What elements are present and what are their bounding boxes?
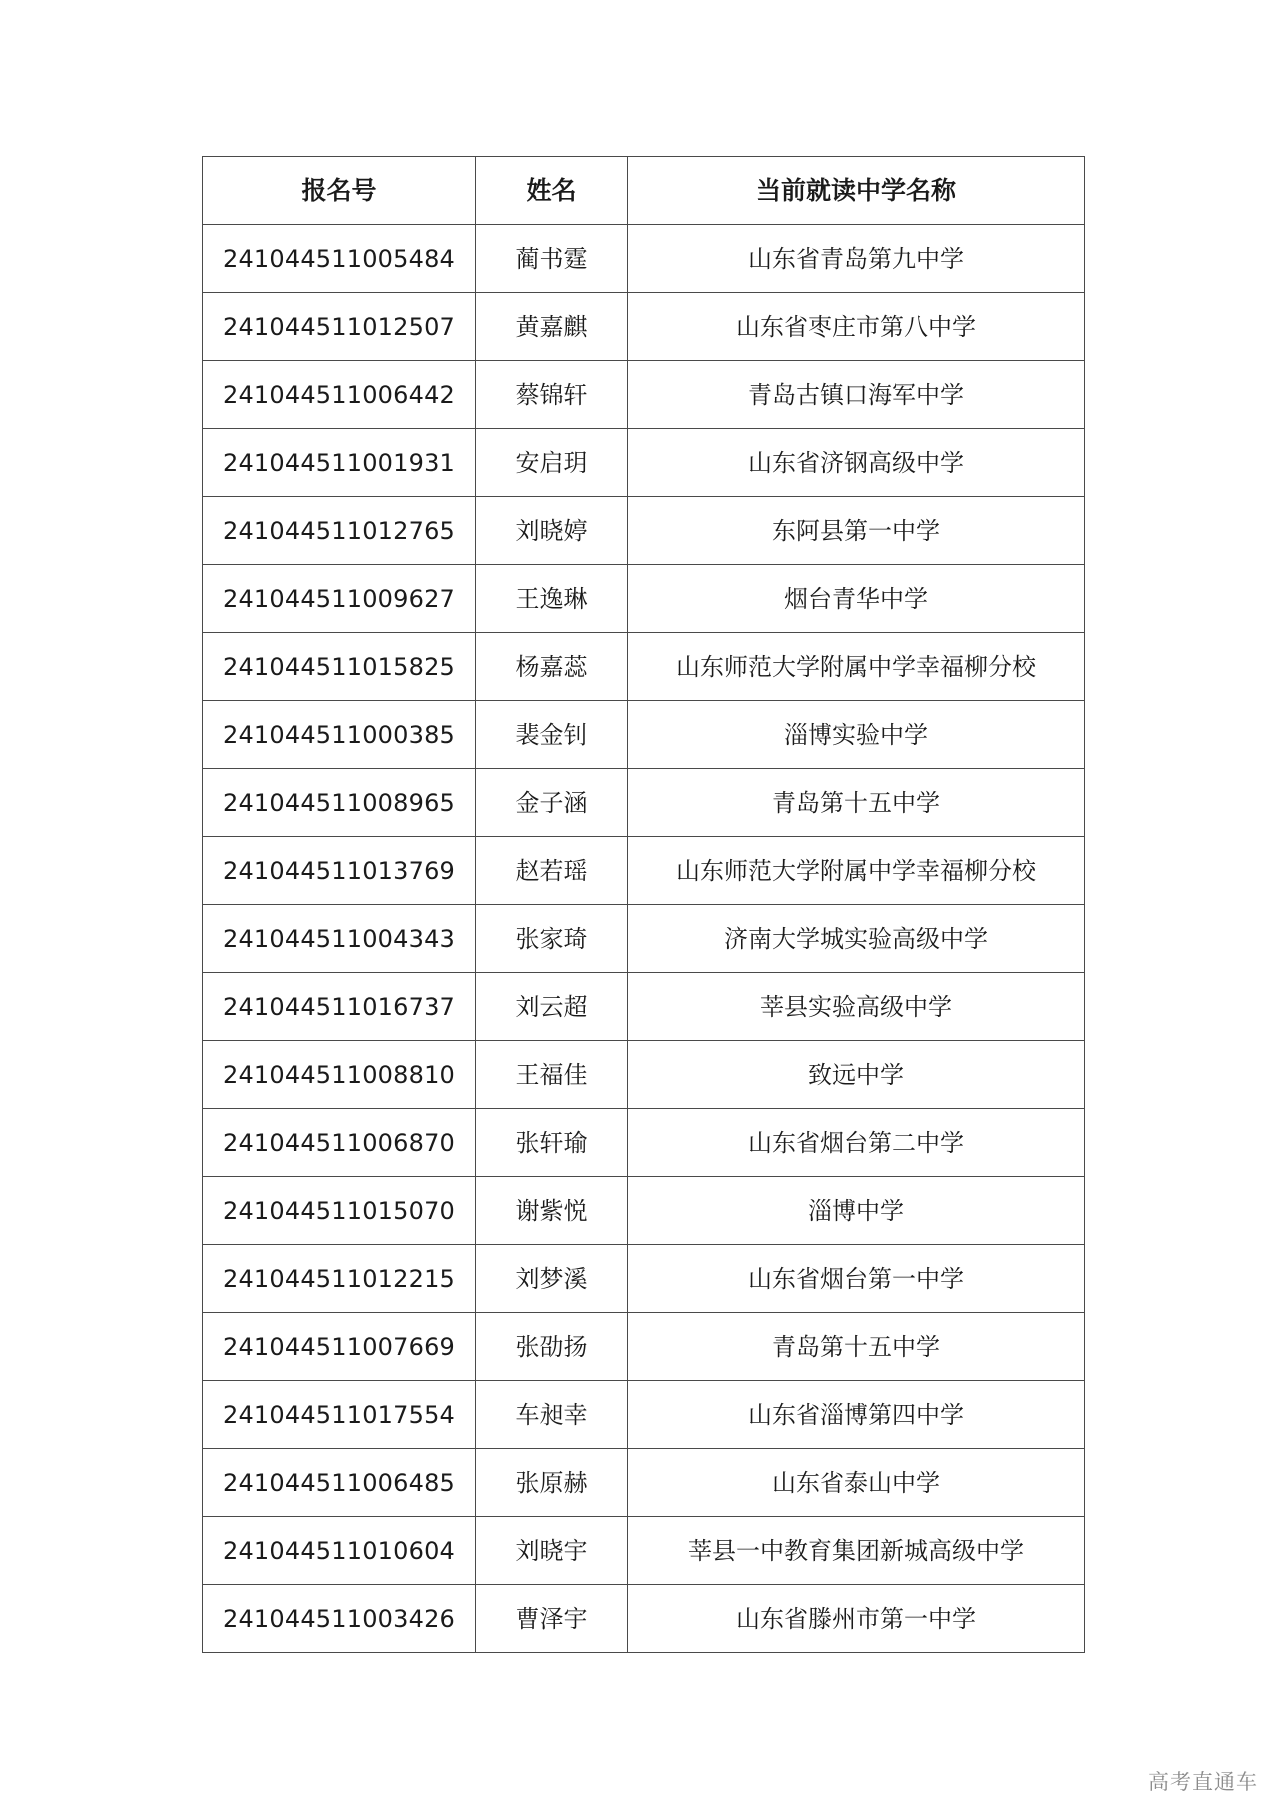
table-row <box>203 429 1085 497</box>
table-row <box>203 1449 1085 1517</box>
table-row <box>203 701 1085 769</box>
student-name-cell: 车昶幸 <box>476 1381 628 1449</box>
table-row <box>203 293 1085 361</box>
registration-number-cell: 241044511013769 <box>203 837 476 905</box>
table-row <box>203 769 1085 837</box>
table-row <box>203 565 1085 633</box>
school-name-cell: 青岛第十五中学 <box>628 769 1085 837</box>
table-row <box>203 1109 1085 1177</box>
table-row <box>203 1177 1085 1245</box>
student-name-cell: 蔺书霆 <box>476 225 628 293</box>
school-name-cell: 烟台青华中学 <box>628 565 1085 633</box>
table-row <box>203 1313 1085 1381</box>
registration-number-cell: 241044511012507 <box>203 293 476 361</box>
school-name-cell: 山东省烟台第二中学 <box>628 1109 1085 1177</box>
registration-number-cell: 241044511006442 <box>203 361 476 429</box>
school-name-cell: 山东省淄博第四中学 <box>628 1381 1085 1449</box>
table-row <box>203 1517 1085 1585</box>
school-name-cell: 淄博实验中学 <box>628 701 1085 769</box>
school-name-cell: 青岛古镇口海军中学 <box>628 361 1085 429</box>
registration-number-cell: 241044511008965 <box>203 769 476 837</box>
registration-number-cell: 241044511017554 <box>203 1381 476 1449</box>
registration-number-cell: 241044511004343 <box>203 905 476 973</box>
school-name-cell: 山东省青岛第九中学 <box>628 225 1085 293</box>
student-name-cell: 张轩瑜 <box>476 1109 628 1177</box>
student-name-cell: 金子涵 <box>476 769 628 837</box>
registration-number-cell: 241044511006485 <box>203 1449 476 1517</box>
student-list-table <box>202 156 1085 1653</box>
student-name-cell: 王逸琳 <box>476 565 628 633</box>
table-row <box>203 361 1085 429</box>
school-name-cell: 山东省枣庄市第八中学 <box>628 293 1085 361</box>
student-name-cell: 赵若瑶 <box>476 837 628 905</box>
school-name-cell: 济南大学城实验高级中学 <box>628 905 1085 973</box>
registration-number-cell: 241044511000385 <box>203 701 476 769</box>
table-row <box>203 837 1085 905</box>
school-name-cell: 山东省济钢高级中学 <box>628 429 1085 497</box>
table-row <box>203 973 1085 1041</box>
school-name-cell: 莘县一中教育集团新城高级中学 <box>628 1517 1085 1585</box>
registration-number-cell: 241044511015070 <box>203 1177 476 1245</box>
table-row <box>203 633 1085 701</box>
table-row <box>203 225 1085 293</box>
student-name-cell: 张家琦 <box>476 905 628 973</box>
school-name-cell: 致远中学 <box>628 1041 1085 1109</box>
student-name-cell: 刘云超 <box>476 973 628 1041</box>
registration-number-cell: 241044511012765 <box>203 497 476 565</box>
registration-number-cell: 241044511016737 <box>203 973 476 1041</box>
header-name: 姓名 <box>476 157 628 225</box>
school-name-cell: 东阿县第一中学 <box>628 497 1085 565</box>
registration-number-cell: 241044511012215 <box>203 1245 476 1313</box>
table-row <box>203 1245 1085 1313</box>
registration-number-cell: 241044511006870 <box>203 1109 476 1177</box>
registration-number-cell: 241044511007669 <box>203 1313 476 1381</box>
student-name-cell: 谢紫悦 <box>476 1177 628 1245</box>
student-name-cell: 蔡锦轩 <box>476 361 628 429</box>
table-header-row <box>203 157 1085 225</box>
student-name-cell: 刘梦溪 <box>476 1245 628 1313</box>
school-name-cell: 山东省滕州市第一中学 <box>628 1585 1085 1653</box>
registration-number-cell: 241044511001931 <box>203 429 476 497</box>
student-name-cell: 刘晓宇 <box>476 1517 628 1585</box>
registration-number-cell: 241044511005484 <box>203 225 476 293</box>
student-name-cell: 张劭扬 <box>476 1313 628 1381</box>
registration-number-cell: 241044511010604 <box>203 1517 476 1585</box>
school-name-cell: 山东省泰山中学 <box>628 1449 1085 1517</box>
school-name-cell: 青岛第十五中学 <box>628 1313 1085 1381</box>
school-name-cell: 淄博中学 <box>628 1177 1085 1245</box>
registration-number-cell: 241044511009627 <box>203 565 476 633</box>
student-name-cell: 杨嘉蕊 <box>476 633 628 701</box>
registration-number-cell: 241044511015825 <box>203 633 476 701</box>
header-registration-number: 报名号 <box>203 157 476 225</box>
table-row <box>203 497 1085 565</box>
student-name-cell: 刘晓婷 <box>476 497 628 565</box>
student-name-cell: 王福佳 <box>476 1041 628 1109</box>
header-school: 当前就读中学名称 <box>628 157 1085 225</box>
student-name-cell: 裴金钊 <box>476 701 628 769</box>
student-name-cell: 黄嘉麒 <box>476 293 628 361</box>
student-name-cell: 张原赫 <box>476 1449 628 1517</box>
registration-number-cell: 241044511003426 <box>203 1585 476 1653</box>
table-row <box>203 1381 1085 1449</box>
table-row <box>203 1585 1085 1653</box>
table-row <box>203 905 1085 973</box>
student-name-cell: 曹泽宇 <box>476 1585 628 1653</box>
table-row <box>203 1041 1085 1109</box>
school-name-cell: 山东省烟台第一中学 <box>628 1245 1085 1313</box>
school-name-cell: 莘县实验高级中学 <box>628 973 1085 1041</box>
watermark-text: 高考直通车 <box>1148 1770 1258 1794</box>
student-name-cell: 安启玥 <box>476 429 628 497</box>
school-name-cell: 山东师范大学附属中学幸福柳分校 <box>628 633 1085 701</box>
school-name-cell: 山东师范大学附属中学幸福柳分校 <box>628 837 1085 905</box>
registration-number-cell: 241044511008810 <box>203 1041 476 1109</box>
